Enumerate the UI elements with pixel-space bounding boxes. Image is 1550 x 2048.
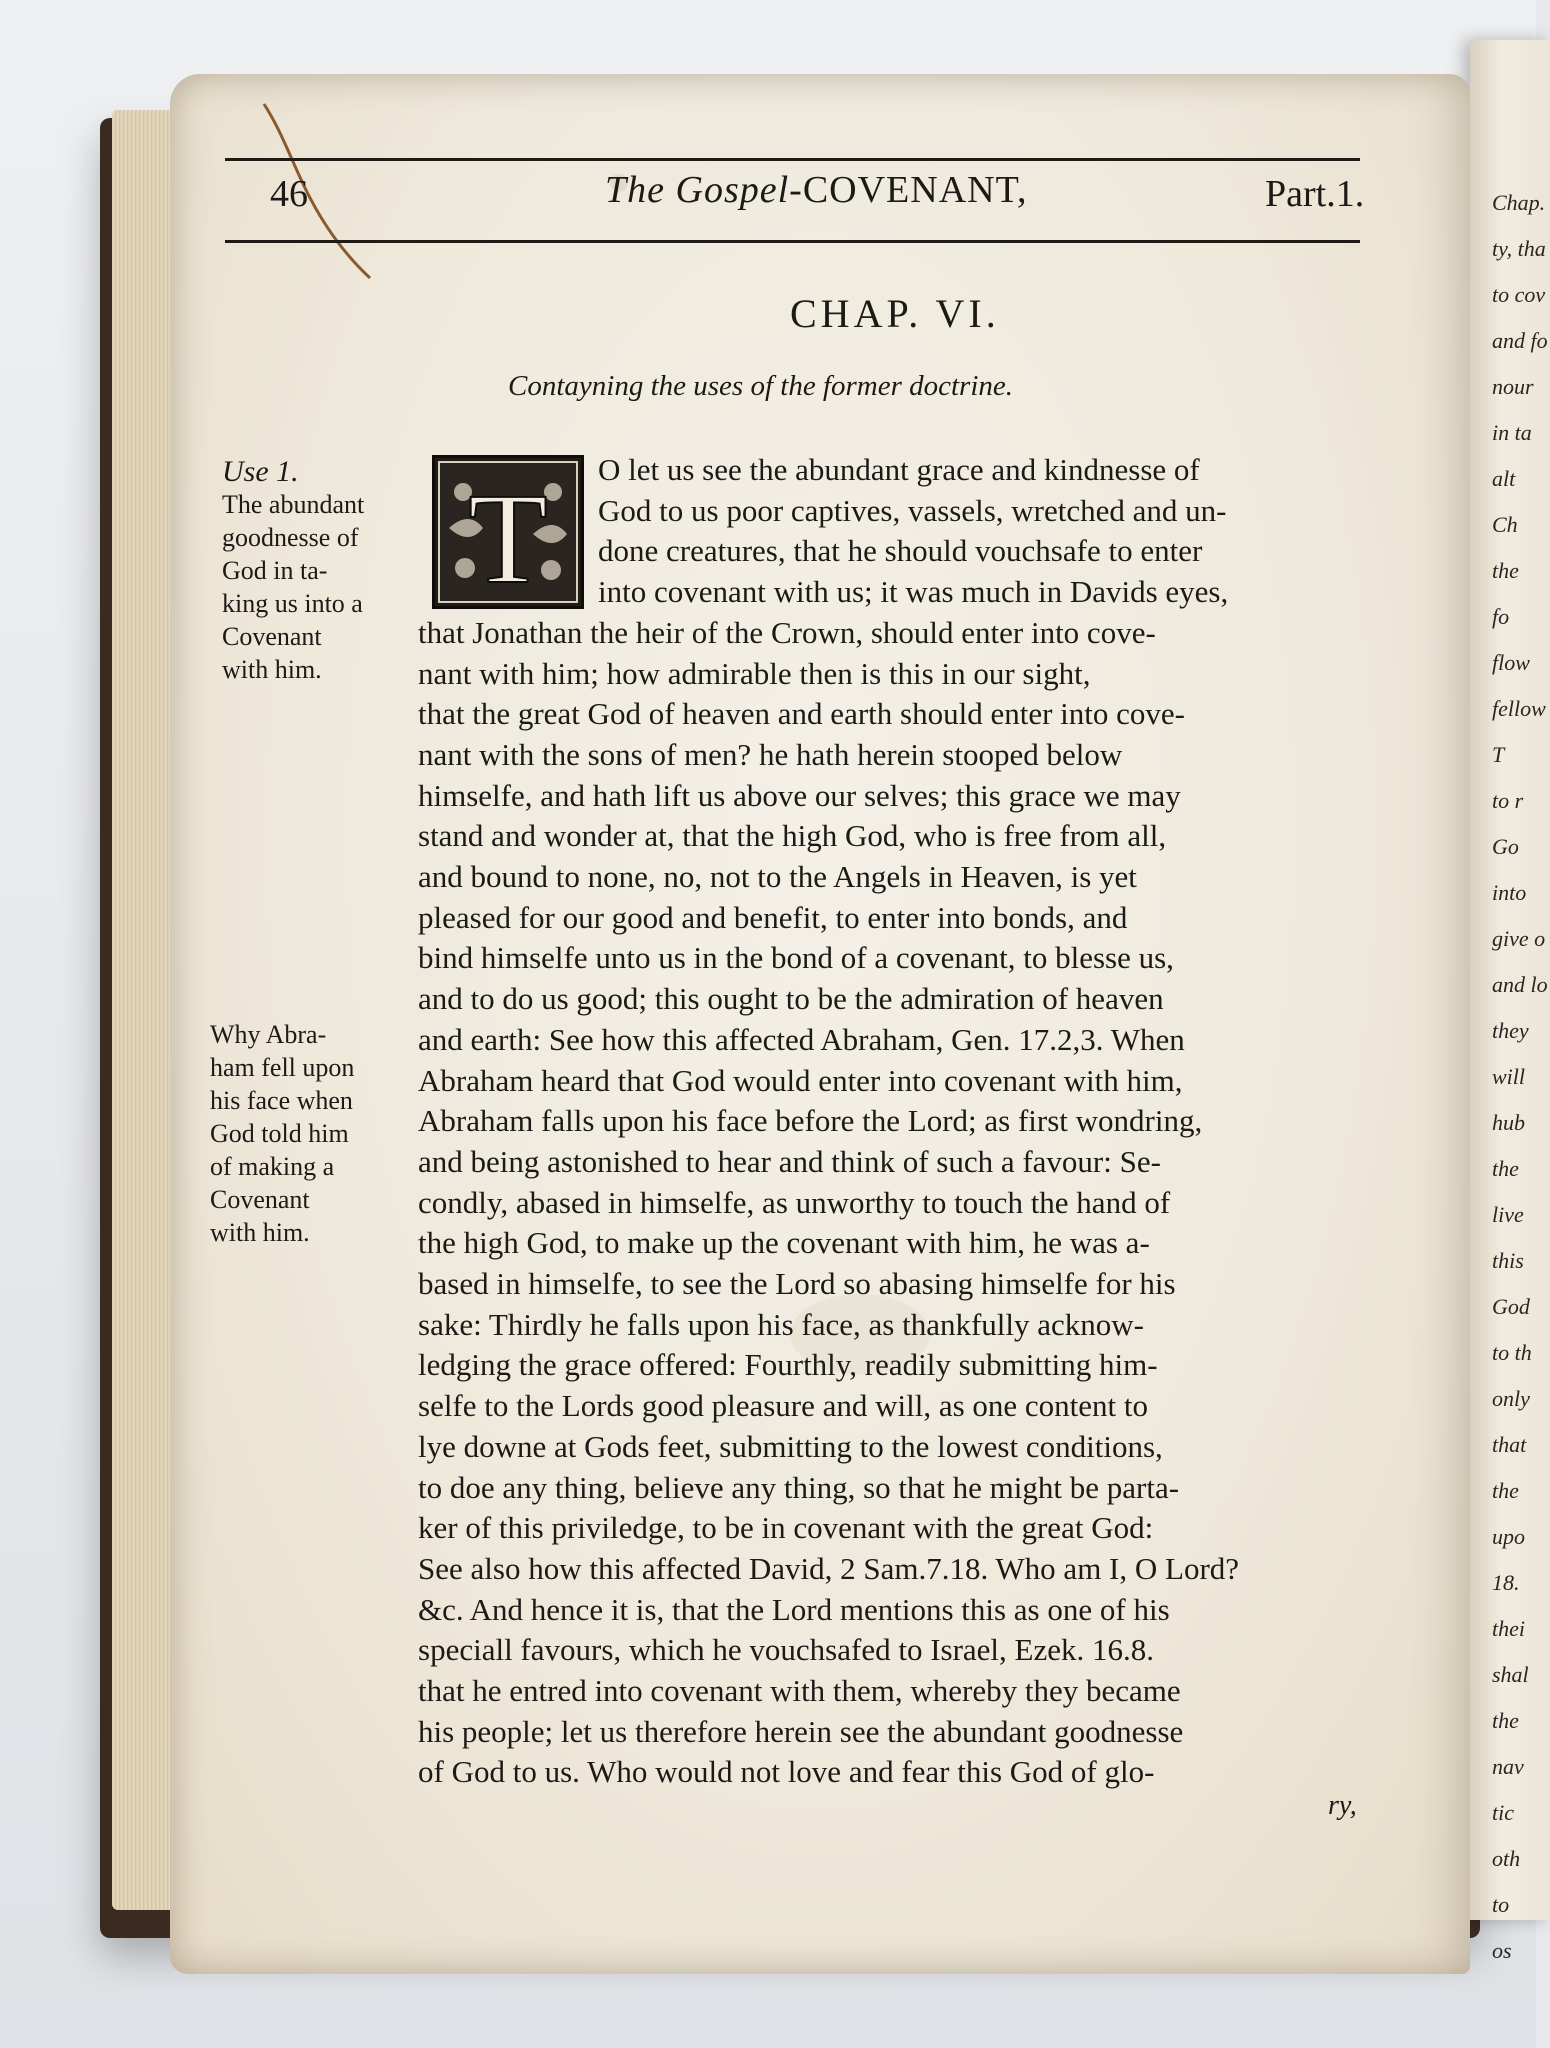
facing-page-fragment: nav <box>1492 1754 1524 1779</box>
facing-page-fragment: the <box>1492 558 1519 583</box>
facing-page-fragment: to cov <box>1492 282 1546 307</box>
margin-note-line: with him. <box>210 1218 310 1247</box>
margin-note-line: king us into a <box>222 589 363 618</box>
chapter-heading: CHAP. VI. <box>790 291 1000 336</box>
running-title-caps: COVENANT, <box>802 169 1028 211</box>
facing-page-fragment: to <box>1492 1892 1510 1917</box>
body-line: and being astonished to hear and think of such a favour: Se- <box>418 1143 1161 1179</box>
body-line: sake: Thirdly he falls upon his face, as thankfully acknow- <box>418 1306 1145 1342</box>
body-line: done creatures, that he should vouchsafe to enter <box>598 533 1203 569</box>
body-line: that he entred into covenant with them, whereby they became <box>418 1673 1181 1708</box>
margin-note-abraham <box>210 1018 405 1249</box>
facing-page-fragment: oth <box>1492 1846 1521 1871</box>
facing-page-fragment: fellow <box>1492 696 1546 721</box>
facing-page-fragment: Chap. <box>1492 190 1546 215</box>
body-line: to doe any thing, believe any thing, so that he might be parta- <box>418 1469 1180 1505</box>
body-line: stand and wonder at, that the high God, who is free from all, <box>418 818 1167 854</box>
margin-note-line: ham fell upon <box>210 1053 355 1082</box>
part-label: Part.1. <box>1265 173 1365 215</box>
body-line: nant with him; how admirable then is this in our sight, <box>418 655 1091 691</box>
margin-note-line: God told him <box>210 1119 349 1148</box>
body-line: See also how this affected David, 2 Sam.7.18. Who am I, O Lord? <box>418 1550 1240 1586</box>
body-line: pleased for our good and benefit, to enter into bonds, and <box>418 899 1128 935</box>
margin-note-line: of making a <box>210 1152 335 1181</box>
body-line: and bound to none, no, not to the Angels in Heaven, is yet <box>418 859 1137 894</box>
body-line: that the great God of heaven and earth should enter into cove- <box>418 696 1185 732</box>
catchword: ry, <box>1328 1790 1357 1821</box>
facing-page-fragment: in ta <box>1492 420 1532 445</box>
margin-note-line: God in ta- <box>222 556 328 585</box>
body-line: of God to us. Who would not love and fear this God of glo- <box>418 1754 1155 1790</box>
facing-page-fragment: 18. <box>1492 1570 1520 1595</box>
facing-page-fragment: to r <box>1492 788 1524 813</box>
body-line: speciall favours, which he vouchsafed to Israel, Ezek. 16.8. <box>418 1632 1154 1668</box>
body-line: that Jonathan the heir of the Crown, should enter into cove- <box>418 614 1156 650</box>
body-line: lye downe at Gods feet, submitting to the lowest conditions, <box>418 1428 1163 1464</box>
facing-page-fragment: and fo <box>1492 328 1548 353</box>
facing-page-fragment: they <box>1492 1018 1529 1043</box>
facing-page-fragment: alt <box>1492 466 1516 491</box>
facing-page-fragment: flow <box>1492 650 1530 675</box>
body-line: and earth: See how this affected Abraham, Gen. 17.2,3. When <box>418 1021 1185 1057</box>
facing-page-fragment: hub <box>1492 1110 1525 1135</box>
body-line: selfe to the Lords good pleasure and will, as one content to <box>418 1388 1149 1424</box>
chapter-subtitle: Contayning the uses of the former doctrine. <box>508 370 1014 402</box>
facing-page-fragment: give o <box>1492 926 1546 951</box>
facing-page-fragment: the <box>1492 1478 1519 1503</box>
facing-page-fragment: only <box>1492 1386 1530 1411</box>
margin-note-label: Use 1. <box>222 455 299 488</box>
facing-page-fragment: to th <box>1492 1340 1532 1365</box>
body-line: the high God, to make up the covenant with him, he was a- <box>418 1225 1150 1261</box>
margin-note-line: with him. <box>222 655 322 684</box>
body-line: into covenant with us; it was much in Davids eyes, <box>598 574 1229 610</box>
margin-note-line: goodnesse of <box>222 523 359 552</box>
facing-page-fragment: God <box>1492 1294 1530 1319</box>
margin-note-line: Why Abra- <box>210 1020 327 1049</box>
facing-page-fragment: T <box>1492 742 1505 767</box>
facing-page-fragment: thei <box>1492 1616 1525 1641</box>
facing-page-fragment: the <box>1492 1708 1519 1733</box>
body-line: God to us poor captives, vassels, wretched and un- <box>598 492 1227 528</box>
facing-page-fragment: the <box>1492 1156 1519 1181</box>
facing-page-fragment: Go <box>1492 834 1519 859</box>
body-line: ledging the grace offered: Fourthly, readily submitting him- <box>418 1347 1158 1383</box>
svg-text:T: T <box>468 467 548 611</box>
facing-page-fragment: tic <box>1492 1800 1514 1825</box>
body-line: Abraham falls upon his face before the Lord; as first wondring, <box>418 1103 1203 1139</box>
facing-page-fragment: shal <box>1492 1662 1529 1687</box>
facing-page-fragment: ty, tha <box>1492 236 1546 261</box>
body-line: Abraham heard that God would enter into covenant with him, <box>418 1062 1183 1098</box>
margin-note-line: Covenant <box>222 622 322 651</box>
facing-page-fragment: fo <box>1492 604 1510 629</box>
page-number: 46 <box>270 173 308 215</box>
body-line: condly, abased in himselfe, as unworthy to touch the hand of <box>418 1184 1171 1220</box>
facing-page-fragment: live <box>1492 1202 1524 1227</box>
drop-cap-initial <box>432 455 584 609</box>
body-line: &c. And hence it is, that the Lord mentions this as one of his <box>418 1591 1170 1627</box>
facing-page-fragment: os <box>1492 1938 1512 1963</box>
facing-page-fragment: will <box>1492 1064 1526 1089</box>
facing-page-fragment: nour <box>1492 374 1534 399</box>
margin-note-line: his face when <box>210 1086 353 1115</box>
body-line: based in himselfe, to see the Lord so abasing himselfe for his <box>418 1266 1176 1301</box>
facing-page <box>1470 40 1550 1963</box>
facing-page-fragment: Ch <box>1492 512 1518 537</box>
body-line: himselfe, and hath lift us above our selves; this grace we may <box>418 777 1181 813</box>
margin-note-line: Covenant <box>210 1185 310 1214</box>
facing-page-fragment: upo <box>1492 1524 1525 1549</box>
header-rule-top <box>225 158 1360 161</box>
margin-note-use-1 <box>222 455 407 686</box>
body-line: and to do us good; this ought to be the admiration of heaven <box>418 981 1164 1017</box>
facing-page-fragment: that <box>1492 1432 1527 1457</box>
facing-page-fragment: this <box>1492 1248 1524 1273</box>
header-rule-bottom <box>225 240 1360 243</box>
body-line: his people; let us therefore herein see the abundant goodnesse <box>418 1713 1184 1749</box>
facing-page-fragment: and lo <box>1492 972 1548 997</box>
running-title <box>605 168 1027 212</box>
running-title-italic: The Gospel- <box>605 169 803 211</box>
body-line: bind himselfe unto us in the bond of a covenant, to blesse us, <box>418 940 1174 976</box>
facing-page-fragment: into <box>1492 880 1527 905</box>
margin-note-line: The abundant <box>222 490 365 519</box>
body-line: nant with the sons of men? he hath herein stooped below <box>418 736 1123 772</box>
body-line: O let us see the abundant grace and kindnesse of <box>598 452 1200 487</box>
body-line: ker of this priviledge, to be in covenant with the great God: <box>418 1510 1154 1546</box>
